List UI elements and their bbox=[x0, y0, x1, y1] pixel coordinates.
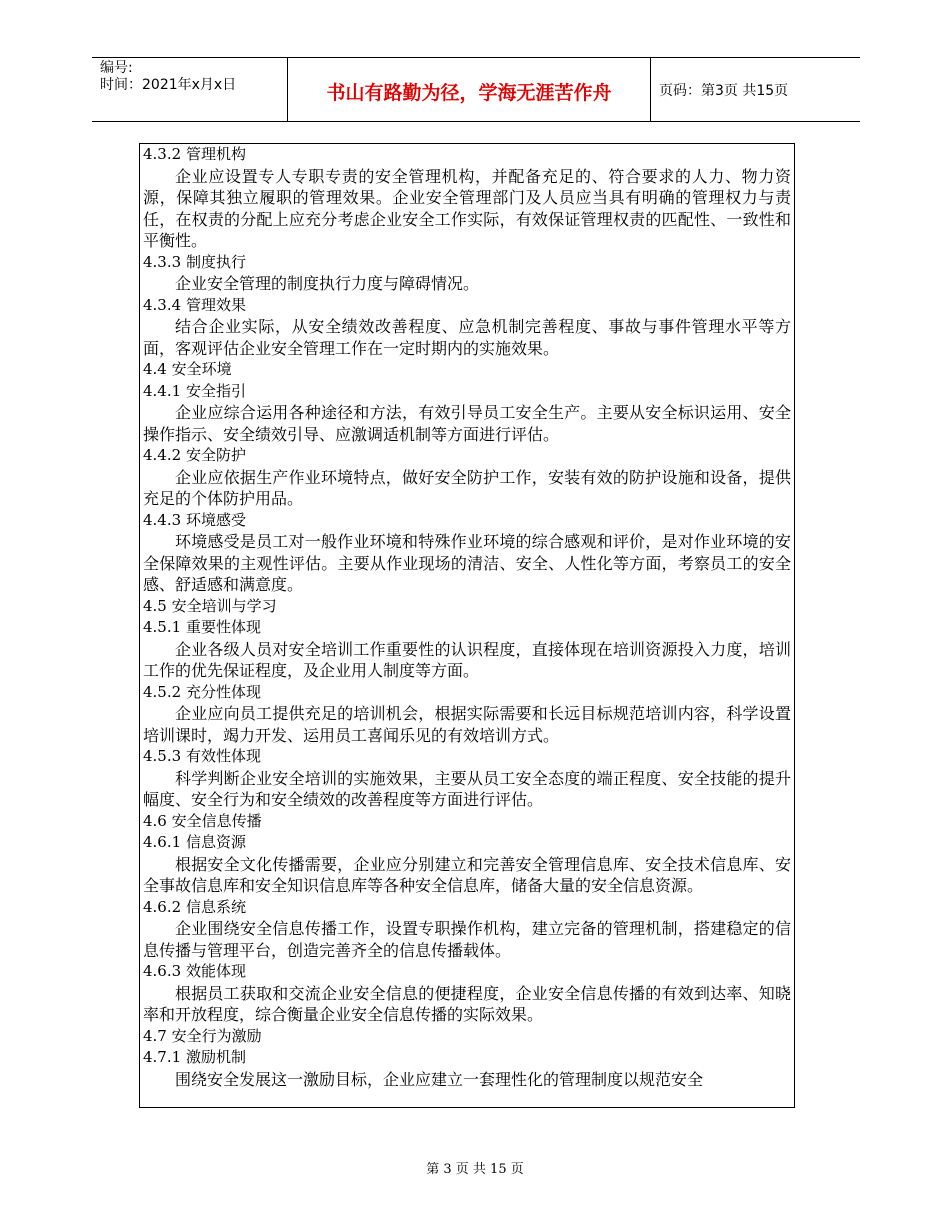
heading-number: 4.4.1 bbox=[143, 381, 182, 400]
section-heading bbox=[143, 1026, 791, 1048]
heading-title: 重要性体现 bbox=[185, 618, 261, 636]
body-paragraph: 围绕安全发展这一激励目标，企业应建立一套理性化的管理制度以规范安全 bbox=[175, 1069, 704, 1089]
heading-number: 4.3.4 bbox=[143, 295, 182, 314]
heading-title: 充分性体现 bbox=[185, 682, 261, 701]
heading-title: 安全培训与学习 bbox=[171, 596, 277, 615]
heading-title: 激励机制 bbox=[185, 1048, 246, 1066]
heading-number: 4.4.3 bbox=[143, 510, 182, 529]
subsection-heading bbox=[143, 682, 791, 704]
body-paragraph: 企业应依据生产作业环境特点，做好安全防护工作，安装有效的防护设施和设备，提供充足的个体防护用品。 bbox=[143, 467, 791, 508]
heading-number: 4.6.2 bbox=[143, 897, 182, 916]
heading-title: 效能体现 bbox=[185, 962, 246, 980]
heading-title: 安全防护 bbox=[185, 446, 246, 464]
body-paragraph: 企业应设置专人专职专责的安全管理机构，并配备充足的、符合要求的人力、物力资源，保障其独立履职的管理效果。企业安全管理部门及人员应当具有明确的管理权力与责任，在权责的分配上应充分考虑企业安全工作实际，有效保证管理权责的匹配性、一致性和平衡性。 bbox=[143, 166, 791, 250]
subsection-heading bbox=[143, 832, 791, 854]
body-paragraph: 科学判断企业安全培训的实施效果，主要从员工安全态度的端正程度、安全技能的提升幅度、安全行为和安全绩效的改善程度等方面进行评估。 bbox=[143, 768, 791, 809]
subsection-heading bbox=[143, 381, 791, 403]
heading-number: 4.4 bbox=[143, 360, 167, 378]
subsection-heading bbox=[143, 897, 791, 919]
header-motto: 书山有路勤为径，学海无涯苦作舟 bbox=[326, 82, 612, 104]
document-number-label: 编号: bbox=[100, 60, 133, 76]
heading-number: 4.6.1 bbox=[143, 833, 182, 851]
subsection-heading bbox=[143, 295, 791, 317]
heading-number: 4.6 bbox=[143, 811, 167, 830]
heading-title: 有效性体现 bbox=[185, 747, 261, 765]
body-paragraph: 企业应综合运用各种途径和方法，有效引导员工安全生产。主要从安全标识运用、安全操作指示、安全绩效引导、应激调适机制等方面进行评估。 bbox=[143, 403, 791, 444]
heading-number: 4.5.3 bbox=[143, 747, 182, 765]
body-paragraph: 根据员工获取和交流企业安全信息的便捷程度，企业安全信息传播的有效到达率、知晓率和开放程度，综合衡量企业安全信息传播的实际效果。 bbox=[143, 983, 791, 1024]
section-heading bbox=[143, 596, 791, 618]
heading-number: 4.4.2 bbox=[143, 446, 182, 464]
body-paragraph: 环境感受是员工对一般作业环境和特殊作业环境的综合感观和评价，是对作业环境的安全保障效果的主观性评估。主要从作业现场的清洁、安全、人性化等方面，考察员工的安全感、舒适感和满意度。 bbox=[143, 532, 791, 594]
body-paragraph: 企业安全管理的制度执行力度与障碍情况。 bbox=[175, 274, 480, 293]
heading-number: 4.3.3 bbox=[143, 252, 182, 271]
document-time-label: 时间：2021年x月x日 bbox=[100, 77, 237, 93]
header-meta bbox=[100, 60, 236, 94]
heading-title: 安全信息传播 bbox=[171, 811, 262, 830]
heading-number: 4.6.3 bbox=[143, 962, 182, 980]
page-footer: 第 3 页 共 15 页 bbox=[426, 1162, 524, 1177]
heading-title: 安全指引 bbox=[185, 381, 246, 400]
subsection-heading bbox=[143, 144, 791, 166]
body-paragraph: 企业围绕安全信息传播工作，设置专职操作机构，建立完备的管理机制，搭建稳定的信息传播与管理平台，创造完善齐全的信息传播载体。 bbox=[143, 919, 791, 960]
heading-number: 4.7.1 bbox=[143, 1048, 182, 1066]
subsection-heading bbox=[143, 445, 791, 467]
body-paragraph: 企业各级人员对安全培训工作重要性的认识程度，直接体现在培训资源投入力度，培训工作的优先保证程度，及企业用人制度等方面。 bbox=[143, 639, 791, 680]
heading-number: 4.3.2 bbox=[143, 145, 182, 163]
header-page-info: 页码：第3页 共15页 bbox=[659, 83, 789, 99]
heading-title: 制度执行 bbox=[185, 252, 246, 271]
heading-title: 安全行为激励 bbox=[171, 1026, 262, 1045]
body-paragraph: 根据安全文化传播需要，企业应分别建立和完善安全管理信息库、安全技术信息库、安全事故信息库和安全知识信息库等各种安全信息库，储备大量的安全信息资源。 bbox=[143, 854, 791, 895]
content-box bbox=[139, 143, 795, 1108]
subsection-heading bbox=[143, 510, 791, 532]
heading-number: 4.7 bbox=[143, 1026, 167, 1045]
subsection-heading bbox=[143, 1047, 791, 1069]
heading-number: 4.5.1 bbox=[143, 618, 182, 636]
body-paragraph: 结合企业实际，从安全绩效改善程度、应急机制完善程度、事故与事件管理水平等方面，客观评估企业安全管理工作在一定时期内的实施效果。 bbox=[143, 317, 791, 358]
section-heading bbox=[143, 359, 791, 381]
subsection-heading bbox=[143, 961, 791, 983]
header-bottom-rule bbox=[92, 121, 860, 122]
heading-title: 管理效果 bbox=[185, 295, 246, 314]
heading-number: 4.5 bbox=[143, 596, 167, 615]
subsection-heading bbox=[143, 252, 791, 274]
header-top-rule bbox=[92, 57, 860, 58]
subsection-heading bbox=[143, 746, 791, 768]
heading-title: 管理机构 bbox=[185, 145, 246, 163]
body-paragraph: 企业应向员工提供充足的培训机会，根据实际需要和长远目标规范培训内容，科学设置培训课时，竭力开发、运用员工喜闻乐见的有效培训方式。 bbox=[143, 704, 791, 745]
heading-title: 安全环境 bbox=[171, 360, 232, 378]
heading-title: 环境感受 bbox=[185, 510, 246, 529]
heading-title: 信息资源 bbox=[185, 833, 246, 851]
heading-title: 信息系统 bbox=[185, 897, 246, 916]
section-heading bbox=[143, 811, 791, 833]
subsection-heading bbox=[143, 617, 791, 639]
heading-number: 4.5.2 bbox=[143, 682, 182, 701]
header-divider-right bbox=[650, 57, 651, 122]
